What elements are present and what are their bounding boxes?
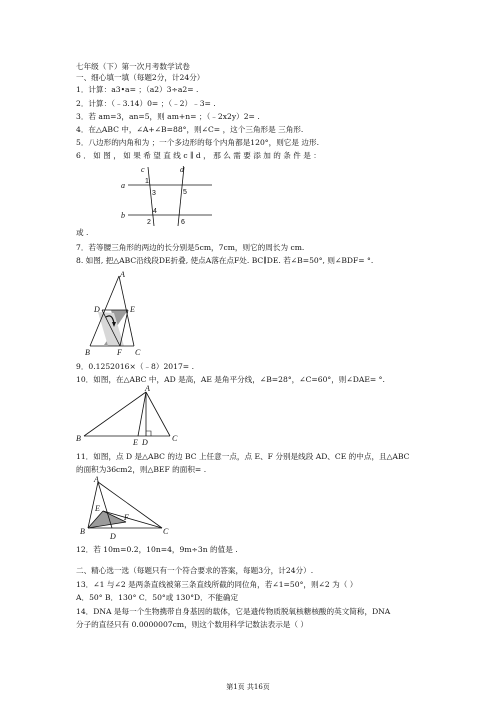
label-B: B xyxy=(80,527,85,536)
exam-title: 七年级（下）第一次月考数学试卷 xyxy=(76,62,190,71)
label-E: E xyxy=(95,504,100,513)
label-D: D xyxy=(142,438,148,447)
question-6: 6 ． 如 图 ， 如 果 希 望 直 线 c ∥ d ， 那 么 需 要 添 加 的 条 件 是 ： xyxy=(76,151,321,160)
question-14-line-2: 分子的直径只有 0.0000007cm，则这个数用科学记数法表示是（ ） xyxy=(76,620,308,629)
label-C: C xyxy=(163,527,169,536)
label-A: A xyxy=(145,384,150,393)
section-2-heading: 二、精心选一选（每题只有一个符合要求的答案，每题3分，计24分）. xyxy=(76,566,314,575)
label-B: B xyxy=(85,348,90,357)
section-1-heading: 一、细心填一填（每题2分，计24分） xyxy=(76,73,205,82)
question-10: 10．如图，在△ABC 中，AD 是高，AE 是角平分线，∠B=28°，∠C=60°，则∠DAE= °. xyxy=(76,375,385,384)
label-E: E xyxy=(130,305,135,314)
question-13: 13．∠1 与∠2 是两条直线被第三条直线所截的同位角，若∠1=50°，则∠2 为（ ） xyxy=(76,580,358,589)
angle-1: 1 xyxy=(145,178,149,185)
angle-3: 3 xyxy=(152,190,156,197)
question-14-line-1: 14．DNA 是每一个生物携带自身基因的载体，它是遗传物质脱氧核糖核酸的英文简称，DNA xyxy=(76,607,391,616)
label-D: D xyxy=(94,305,100,314)
question-7: 7．若等腰三角形的两边的长分别是5cm，7cm，则它的周长为 cm. xyxy=(76,243,305,252)
question-4: 4．在△ABC 中，∠A+∠B=88°，则∠C= ，这个三角形是 三角形. xyxy=(76,125,304,134)
angle-2: 2 xyxy=(147,219,151,226)
label-A: A xyxy=(94,475,99,484)
question-5: 5．八边形的内角和为 ；一个多边形的每个内角都是120°，则它是 边形. xyxy=(76,138,319,147)
label-C: C xyxy=(172,434,178,443)
label-A: A xyxy=(120,270,125,279)
label-F: F xyxy=(117,348,122,357)
question-12: 12．若 10m=0.2，10n=4，9m÷3n 的值是 . xyxy=(76,545,238,554)
label-E: E xyxy=(133,438,138,447)
label-b: b xyxy=(121,211,125,220)
question-6-tail: 或 . xyxy=(76,228,89,237)
question-8: 8. 如图, 把△ABC沿线段DE折叠, 使点A落在点F处. BC∥DE. 若∠B=50°, 则∠BDF= °. xyxy=(76,256,374,265)
label-C: C xyxy=(135,348,141,357)
label-F: F xyxy=(124,513,129,522)
angle-5: 5 xyxy=(183,189,187,196)
angle-4: 4 xyxy=(153,208,157,215)
figure-q10 xyxy=(76,386,186,448)
question-11-line-1: 11．如图，点 D 是△ABC 的边 BC 上任意一点，点 E、F 分别是线段 AD、CE 的中点，且△ABC xyxy=(76,452,410,461)
page-footer: 第1页 共16页 xyxy=(226,683,270,691)
label-d: d xyxy=(180,165,184,174)
label-B: B xyxy=(76,434,81,443)
question-13-options: A．50° B．130° C．50°或 130°D．不能确定 xyxy=(76,593,239,602)
figure-q11 xyxy=(80,476,170,542)
question-9: 9．0.1252016×（﹣8）2017= . xyxy=(76,362,194,371)
question-1: 1．计算：a3•a= ；（a2）3÷a2= . xyxy=(76,85,199,94)
label-c: c xyxy=(141,165,145,174)
angle-6: 6 xyxy=(181,219,185,226)
label-a: a xyxy=(121,181,125,190)
figure-q6 xyxy=(118,163,218,227)
figure-q8 xyxy=(84,270,144,358)
label-D: D xyxy=(110,532,116,541)
question-2: 2．计算：（﹣3.14）0= ；（﹣2）﹣3= . xyxy=(76,99,216,108)
question-3: 3．若 am=3，an=5，则 am+n= ；（﹣2x2y）2= . xyxy=(76,112,260,121)
question-11-line-2: 的面积为36cm2，则△BEF 的面积= . xyxy=(76,465,207,474)
